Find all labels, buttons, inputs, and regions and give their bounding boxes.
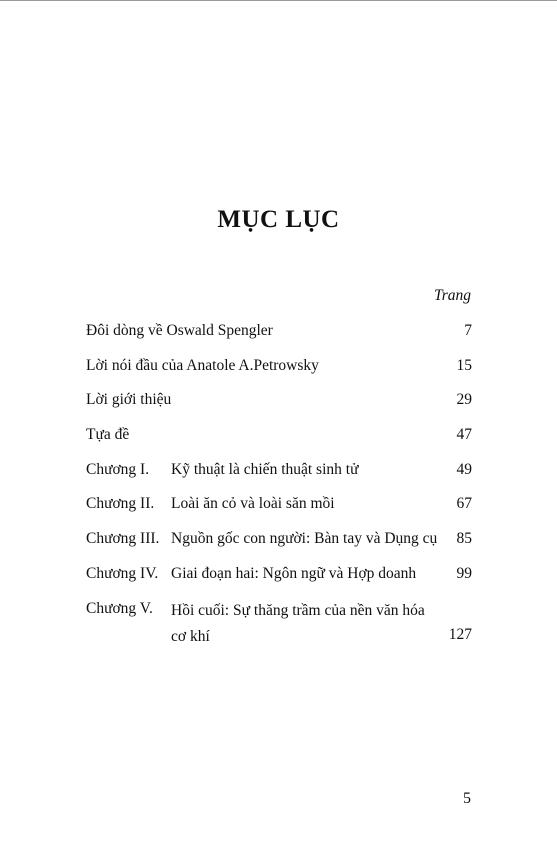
toc-chapter-3[interactable]: [86, 528, 472, 563]
table-of-contents: [86, 320, 472, 658]
toc-entry-page: 7: [464, 322, 472, 339]
chapter-label: Chương IV.: [86, 564, 159, 582]
toc-entry-title: Lời giới thiệu: [86, 391, 172, 409]
chapter-page: 49: [456, 460, 472, 478]
toc-entry-title: Lời nói đầu của Anatole A.Petrowsky: [86, 356, 319, 374]
toc-chapter-5[interactable]: [86, 598, 472, 658]
chapter-label: Chương II.: [86, 495, 155, 513]
chapter-title: Nguồn gốc con người: Bàn tay và Dụng cụ: [171, 530, 438, 548]
top-rule: [0, 0, 557, 1]
page-column-label: Trang: [433, 287, 471, 304]
toc-entry[interactable]: [86, 389, 472, 424]
toc-entry[interactable]: [86, 424, 472, 459]
toc-entry[interactable]: [86, 320, 472, 355]
toc-entry-page: 15: [456, 356, 472, 374]
chapter-title: Giai đoạn hai: Ngôn ngữ và Hợp doanh: [171, 564, 417, 582]
toc-entry[interactable]: [86, 355, 472, 390]
chapter-title: Hồi cuối: Sự thăng trầm của nền văn hóa cơ khí: [171, 601, 425, 645]
page-number: 5: [463, 790, 471, 807]
chapter-page: 127: [448, 625, 472, 643]
toc-chapter-2[interactable]: [86, 493, 472, 528]
toc-entry-title: Đôi dòng về Oswald Spengler: [86, 322, 273, 339]
toc-chapter-4[interactable]: [86, 563, 472, 598]
chapter-title: Loài ăn cỏ và loài săn mồi: [171, 495, 335, 513]
toc-entry-title: Tựa đề: [86, 426, 130, 444]
chapter-label: Chương I.: [86, 460, 150, 478]
toc-chapter-1[interactable]: [86, 459, 472, 494]
chapter-page: 99: [456, 564, 472, 582]
chapter-page: 67: [456, 495, 472, 513]
page-title: MỤC LỤC: [217, 206, 340, 233]
chapter-label: Chương V.: [86, 599, 153, 617]
toc-entry-page: 29: [456, 391, 472, 409]
chapter-page: 85: [456, 530, 472, 548]
chapter-title: Kỹ thuật là chiến thuật sinh tử: [171, 460, 359, 478]
toc-entry-page: 47: [456, 426, 472, 444]
chapter-label: Chương III.: [86, 530, 160, 548]
